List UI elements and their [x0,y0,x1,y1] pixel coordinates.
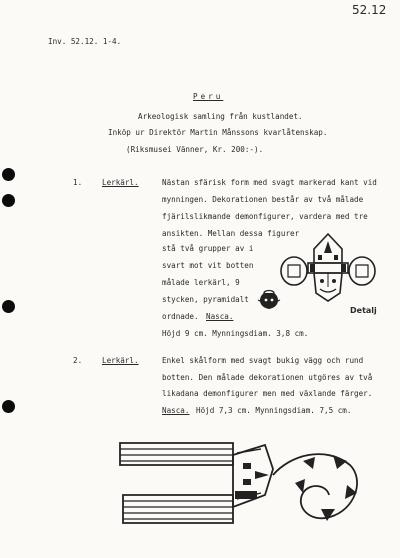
demon-figure-drawing [115,435,365,545]
punch-hole [2,400,15,413]
item-number: 2. [73,356,83,365]
item-number: 1. [73,178,83,187]
description-line: målade lerkärl, 9 [162,278,240,287]
detail-label: Detalj [350,306,377,315]
punch-hole [2,194,15,207]
description-line: Nästan sfärisk form med svagt markerad kant vid [162,178,377,187]
description-line: botten. Den målade dekorationen utgöres av två [162,373,373,382]
culture-label: Nasca. [206,312,234,321]
description-line: Enkel skålform med svagt bukig vägg och rund [162,356,364,365]
description-line: fjärilslikmande demonfigurer, vardera med tre [162,212,368,221]
subtitle: Arkeologisk samling från kustlandet. [138,112,303,121]
description-line: stå två grupper av i [162,244,254,253]
item-name: Lerkärl. [102,178,139,187]
funding-line: (Riksmusei Vänner, Kr. 200:-). [126,145,264,154]
demon-detail-drawing [280,231,380,313]
description-line: likadana demonfigurer men med växlande färger. [162,389,373,398]
description-line: svart mot vit botten [162,261,254,270]
punch-hole [2,168,15,181]
description-line: mynningen. Dekorationen består av två målade [162,195,364,204]
item-name: Lerkärl. [102,356,139,365]
measurements: Höjd 7,3 cm. Mynningsdiam. 7,5 cm. [196,406,352,415]
page-title: Peru [193,92,224,101]
culture-label: Nasca. [162,406,190,415]
page-number: 52.12 [352,3,387,17]
acquisition-line: Inköp ur Direktör Martin Månssons kvarlåtenskap. [108,128,328,137]
measurements: Höjd 9 cm. Mynningsdiam. 3,8 cm. [162,329,309,338]
punch-hole [2,300,15,313]
description-line: ordnade. [162,312,199,321]
inventory-number: Inv. 52.12. 1-4. [48,37,122,46]
description-line: ansikten. Mellan dessa figurer [162,229,300,238]
description-line: stycken, pyramidalt [162,295,249,304]
pot-sketch-drawing [256,287,282,313]
